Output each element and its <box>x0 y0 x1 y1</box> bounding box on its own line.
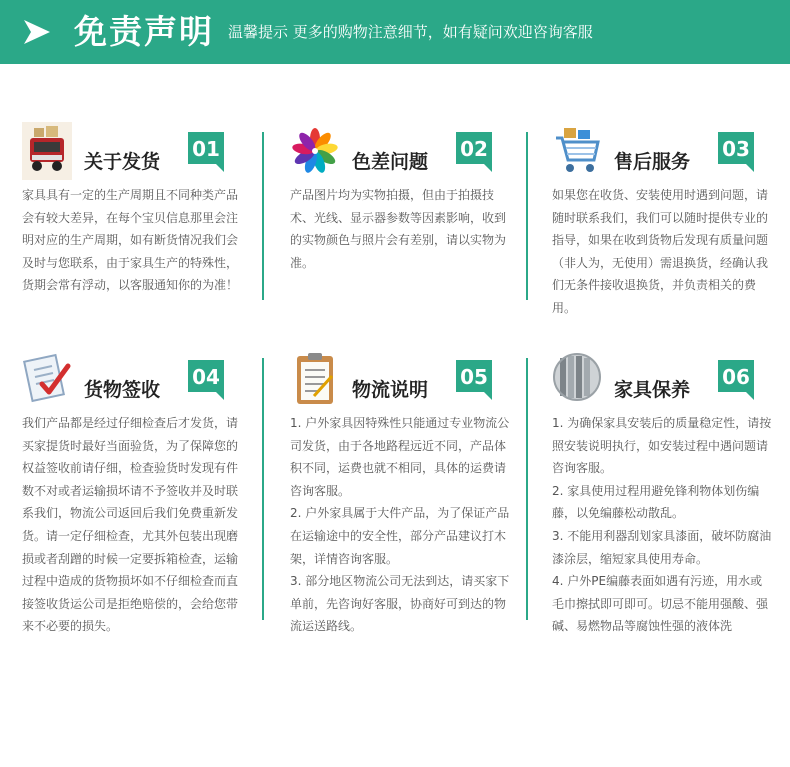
arrow-right-icon <box>22 17 52 47</box>
truck-icon <box>22 122 72 180</box>
card-title: 家具保养 <box>614 379 691 401</box>
card-body <box>22 412 244 638</box>
card-text: 4. 户外PE编藤表面如遇有污迹，用水或毛巾擦拭即可即可。切忌不能用强酸、强碱、易燃物品等腐蚀性强的液体洗 <box>552 574 769 634</box>
color-wheel-icon <box>290 122 340 180</box>
furniture-icon <box>552 350 602 408</box>
number-badge <box>456 360 492 400</box>
card-text: 我们产品都是经过仔细检查后才发货，请买家提货时最好当面验货，为了保障您的权益签收前请仔细，检查验货时发现有件数不对或者运输损坏请不予签收并及时联系我们，物流公司返回后我们免费重新发货。请一定仔细检查，尤其外包装出现磨损或者刮蹭的时候一定要拆箱检查，运输过程中造成的货物损坏如不仔细检查而直接签收货运公司是拒绝赔偿的，会给您带来不必要的损失。 <box>22 416 239 634</box>
badge-number: 06 <box>722 365 750 389</box>
badge-number: 01 <box>192 137 220 161</box>
card-body <box>290 184 512 274</box>
badge-number: 03 <box>722 137 750 161</box>
column-divider <box>526 132 528 300</box>
card-text: 家具具有一定的生产周期且不同种类产品会有较大差异，在每个宝贝信息那里会注明对应的生产周期，如有断货情况我们会及时与您联系，由于家具生产的特殊性，货期会常有浮动，以客服通知你的为准！ <box>22 188 239 293</box>
card-body <box>552 412 774 678</box>
badge-number: 02 <box>460 137 488 161</box>
badge-number: 05 <box>460 365 488 389</box>
number-badge <box>188 132 224 172</box>
shopping-cart-icon <box>552 122 602 180</box>
card-body <box>22 184 244 297</box>
checklist-icon <box>22 350 72 408</box>
number-badge <box>718 360 754 400</box>
card-title: 色差问题 <box>352 151 429 173</box>
card-body <box>290 412 512 638</box>
page-subtitle: 温馨提示 更多的购物注意细节，如有疑问欢迎咨询客服 <box>228 23 593 41</box>
card-title: 货物签收 <box>84 379 161 401</box>
card-text: 2. 家具使用过程用避免锋利物体划伤编藤，以免编藤松动散乱。 <box>552 483 760 521</box>
card-text: 2. 户外家具属于大件产品，为了保证产品在运输途中的安全性，部分产品建议打木架，详情咨询客服。 <box>290 506 510 566</box>
clipboard-icon <box>290 350 340 408</box>
page-title: 免责声明 <box>74 12 214 51</box>
number-badge <box>718 132 754 172</box>
card-text: 3. 部分地区物流公司无法到达，请买家下单前，先咨询好客服，协商好可到达的物流运送路线。 <box>290 574 510 634</box>
column-divider <box>262 132 264 300</box>
card-body <box>552 184 774 320</box>
card-text: 3. 不能用利器刮划家具漆面，破坏防腐油漆涂层，缩短家具使用寿命。 <box>552 528 772 566</box>
number-badge <box>456 132 492 172</box>
card-text: 1. 为确保家具安装后的质量稳定性，请按照安装说明执行，如安装过程中遇问题请咨询客服。 <box>552 416 772 476</box>
column-divider <box>526 358 528 620</box>
card-title: 关于发货 <box>84 151 161 173</box>
header-banner <box>0 0 790 64</box>
card-text: 如果您在收货、安装使用时遇到问题，请随时联系我们，我们可以随时提供专业的指导，如果在收到货物后发现有质量问题（非人为，无使用）需退换货，经确认我们无条件接收退换货，并负责相关的费用。 <box>552 188 769 315</box>
column-divider <box>262 358 264 620</box>
card-title: 物流说明 <box>352 379 429 401</box>
card-text: 产品图片均为实物拍摄，但由于拍摄技术、光线、显示器参数等因素影响，收到的实物颜色与照片会有差别，请以实物为准。 <box>290 188 507 270</box>
badge-number: 04 <box>192 365 220 389</box>
number-badge <box>188 360 224 400</box>
card-title: 售后服务 <box>614 151 691 173</box>
card-text: 1. 户外家具因特殊性只能通过专业物流公司发货，由于各地路程远近不同，产品体积不同，运费也就不相同，具体的运费请咨询客服。 <box>290 416 510 498</box>
